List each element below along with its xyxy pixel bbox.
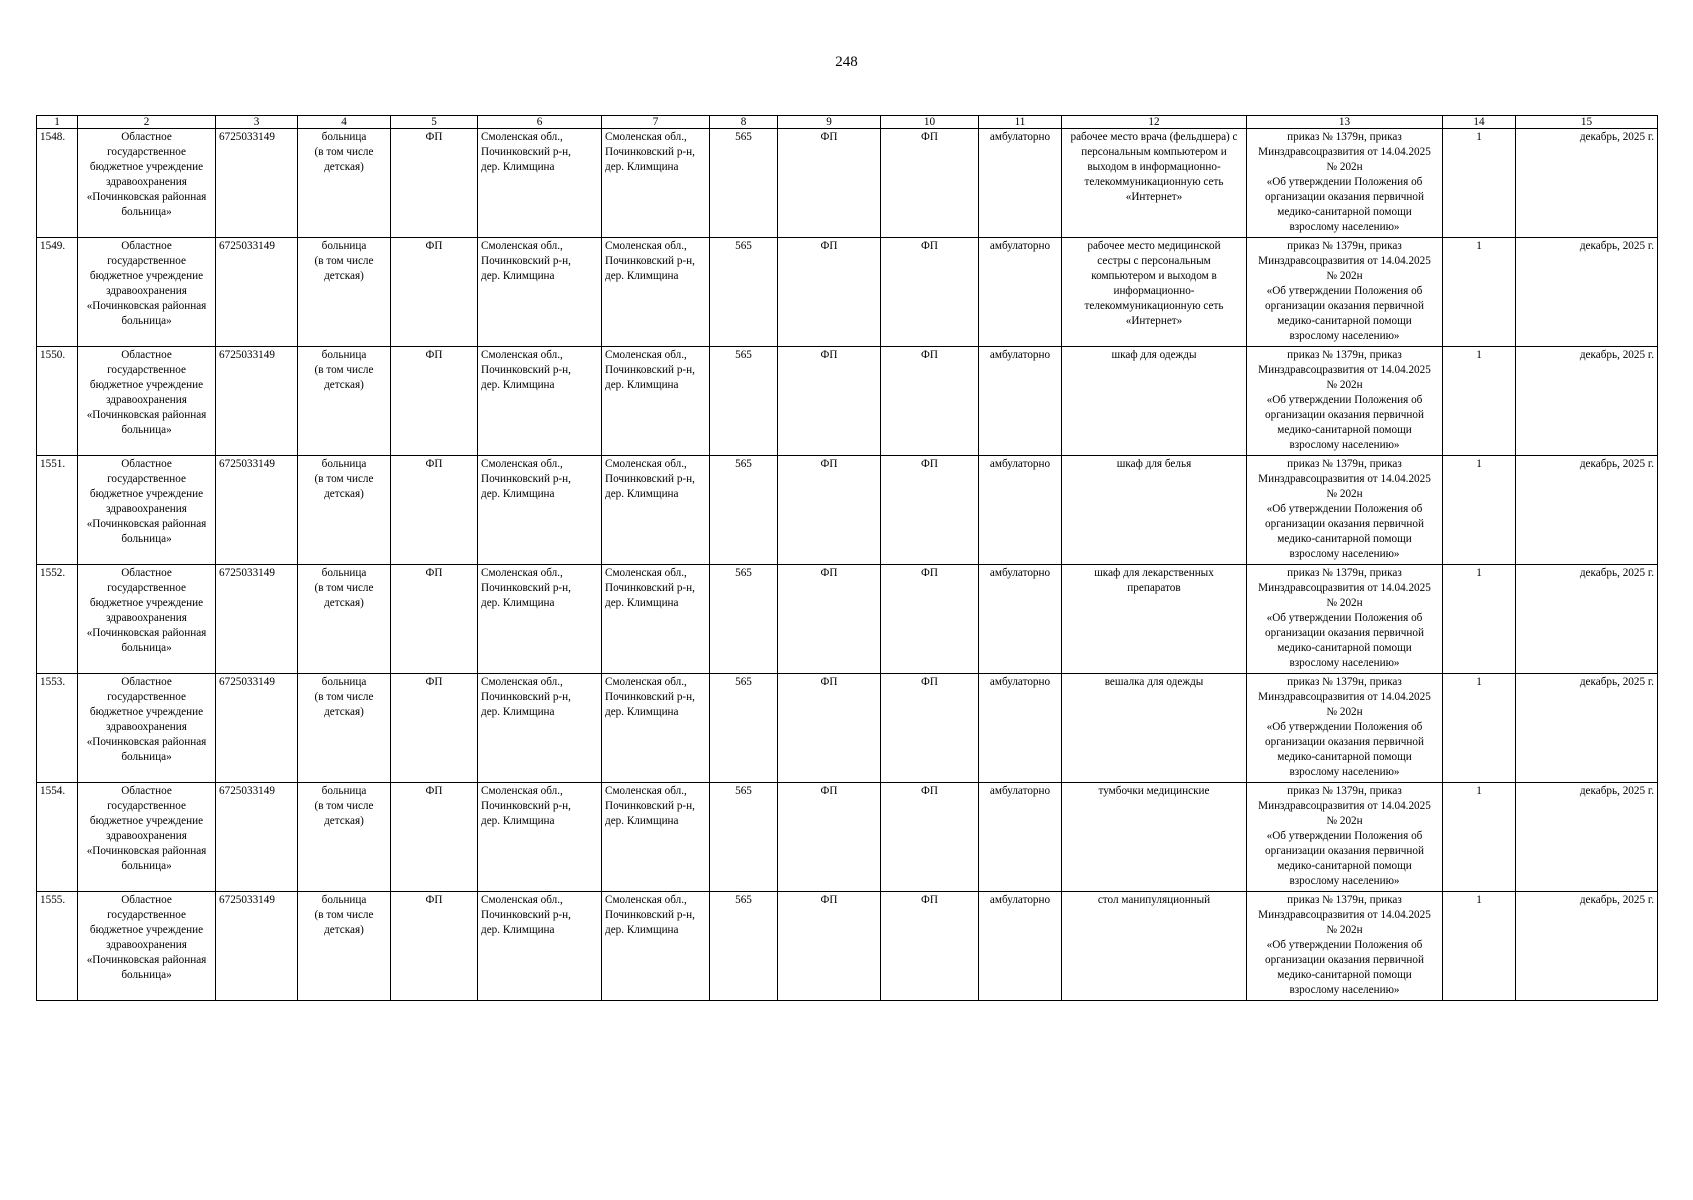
code-cell: 565 bbox=[710, 674, 778, 783]
column-header: 8 bbox=[710, 116, 778, 129]
row-number-cell: 1554. bbox=[37, 783, 78, 892]
equipment-cell: шкаф для одежды bbox=[1062, 347, 1247, 456]
column-header: 5 bbox=[391, 116, 478, 129]
column-header: 11 bbox=[979, 116, 1062, 129]
order-cell: приказ № 1379н, приказ Минздравсоцразвития от 14.04.2025 № 202н «Об утверждении Положения об организации оказания первичной медико-санитарной помощи взрослому населению» bbox=[1247, 783, 1443, 892]
organization-cell: Областное государственное бюджетное учреждение здравоохранения «Починковская районная больница» bbox=[78, 129, 216, 238]
unit-cell: ФП bbox=[391, 238, 478, 347]
equipment-cell: шкаф для белья bbox=[1062, 456, 1247, 565]
table-row bbox=[37, 347, 1658, 456]
row-number-cell: 1553. bbox=[37, 674, 78, 783]
order-cell: приказ № 1379н, приказ Минздравсоцразвития от 14.04.2025 № 202н «Об утверждении Положения об организации оказания первичной медико-санитарной помощи взрослому населению» bbox=[1247, 565, 1443, 674]
quantity-cell: 1 bbox=[1443, 129, 1516, 238]
care-mode-cell: амбулаторно bbox=[979, 347, 1062, 456]
order-cell: приказ № 1379н, приказ Минздравсоцразвития от 14.04.2025 № 202н «Об утверждении Положения об организации оказания первичной медико-санитарной помощи взрослому населению» bbox=[1247, 674, 1443, 783]
column-header: 6 bbox=[478, 116, 602, 129]
order-cell: приказ № 1379н, приказ Минздравсоцразвития от 14.04.2025 № 202н «Об утверждении Положения об организации оказания первичной медико-санитарной помощи взрослому населению» bbox=[1247, 456, 1443, 565]
col10-cell: ФП bbox=[881, 238, 979, 347]
quantity-cell: 1 bbox=[1443, 456, 1516, 565]
col9-cell: ФП bbox=[778, 674, 881, 783]
column-header: 9 bbox=[778, 116, 881, 129]
unit-cell: ФП bbox=[391, 347, 478, 456]
quantity-cell: 1 bbox=[1443, 565, 1516, 674]
date-cell: декабрь, 2025 г. bbox=[1516, 565, 1658, 674]
address-cell: Смоленская обл., Починковский р-н, дер. Климщина bbox=[478, 892, 602, 1001]
address-cell: Смоленская обл., Починковский р-н, дер. Климщина bbox=[478, 238, 602, 347]
address-cell: Смоленская обл., Починковский р-н, дер. Климщина bbox=[478, 783, 602, 892]
col9-cell: ФП bbox=[778, 892, 881, 1001]
date-cell: декабрь, 2025 г. bbox=[1516, 347, 1658, 456]
facility-type-cell: больница (в том числе детская) bbox=[298, 129, 391, 238]
unit-cell: ФП bbox=[391, 129, 478, 238]
row-number-cell: 1548. bbox=[37, 129, 78, 238]
row-number-cell: 1555. bbox=[37, 892, 78, 1001]
facility-type-cell: больница (в том числе детская) bbox=[298, 783, 391, 892]
table-row bbox=[37, 674, 1658, 783]
row-number-cell: 1552. bbox=[37, 565, 78, 674]
unit-cell: ФП bbox=[391, 783, 478, 892]
column-header: 2 bbox=[78, 116, 216, 129]
care-mode-cell: амбулаторно bbox=[979, 238, 1062, 347]
care-mode-cell: амбулаторно bbox=[979, 674, 1062, 783]
col10-cell: ФП bbox=[881, 565, 979, 674]
date-cell: декабрь, 2025 г. bbox=[1516, 783, 1658, 892]
facility-type-cell: больница (в том числе детская) bbox=[298, 892, 391, 1001]
column-number-row bbox=[37, 116, 1658, 129]
organization-cell: Областное государственное бюджетное учреждение здравоохранения «Починковская районная больница» bbox=[78, 456, 216, 565]
equipment-cell: шкаф для лекарственных препаратов bbox=[1062, 565, 1247, 674]
quantity-cell: 1 bbox=[1443, 238, 1516, 347]
table-row bbox=[37, 892, 1658, 1001]
location-cell: Смоленская обл., Починковский р-н, дер. Климщина bbox=[602, 783, 710, 892]
inn-cell: 6725033149 bbox=[216, 783, 298, 892]
quantity-cell: 1 bbox=[1443, 892, 1516, 1001]
code-cell: 565 bbox=[710, 238, 778, 347]
unit-cell: ФП bbox=[391, 565, 478, 674]
order-cell: приказ № 1379н, приказ Минздравсоцразвития от 14.04.2025 № 202н «Об утверждении Положения об организации оказания первичной медико-санитарной помощи взрослому населению» bbox=[1247, 129, 1443, 238]
code-cell: 565 bbox=[710, 456, 778, 565]
care-mode-cell: амбулаторно bbox=[979, 129, 1062, 238]
equipment-cell: рабочее место врача (фельдшера) с персональным компьютером и выходом в информационно- телекоммуникационную сеть «Интернет» bbox=[1062, 129, 1247, 238]
unit-cell: ФП bbox=[391, 892, 478, 1001]
address-cell: Смоленская обл., Починковский р-н, дер. Климщина bbox=[478, 674, 602, 783]
equipment-cell: рабочее место медицинской сестры с персональным компьютером и выходом в информационно- телекоммуникационную сеть «Интернет» bbox=[1062, 238, 1247, 347]
organization-cell: Областное государственное бюджетное учреждение здравоохранения «Починковская районная больница» bbox=[78, 674, 216, 783]
col10-cell: ФП bbox=[881, 674, 979, 783]
col9-cell: ФП bbox=[778, 238, 881, 347]
address-cell: Смоленская обл., Починковский р-н, дер. Климщина bbox=[478, 347, 602, 456]
row-number-cell: 1551. bbox=[37, 456, 78, 565]
code-cell: 565 bbox=[710, 129, 778, 238]
code-cell: 565 bbox=[710, 347, 778, 456]
date-cell: декабрь, 2025 г. bbox=[1516, 129, 1658, 238]
date-cell: декабрь, 2025 г. bbox=[1516, 674, 1658, 783]
column-header: 1 bbox=[37, 116, 78, 129]
location-cell: Смоленская обл., Починковский р-н, дер. Климщина bbox=[602, 674, 710, 783]
facility-type-cell: больница (в том числе детская) bbox=[298, 456, 391, 565]
address-cell: Смоленская обл., Починковский р-н, дер. Климщина bbox=[478, 456, 602, 565]
col10-cell: ФП bbox=[881, 129, 979, 238]
location-cell: Смоленская обл., Починковский р-н, дер. Климщина bbox=[602, 892, 710, 1001]
location-cell: Смоленская обл., Починковский р-н, дер. Климщина bbox=[602, 347, 710, 456]
column-header: 10 bbox=[881, 116, 979, 129]
inn-cell: 6725033149 bbox=[216, 892, 298, 1001]
col9-cell: ФП bbox=[778, 783, 881, 892]
equipment-table bbox=[36, 115, 1658, 1001]
table-row bbox=[37, 238, 1658, 347]
table-row bbox=[37, 565, 1658, 674]
organization-cell: Областное государственное бюджетное учреждение здравоохранения «Починковская районная больница» bbox=[78, 347, 216, 456]
care-mode-cell: амбулаторно bbox=[979, 565, 1062, 674]
column-header: 3 bbox=[216, 116, 298, 129]
date-cell: декабрь, 2025 г. bbox=[1516, 892, 1658, 1001]
facility-type-cell: больница (в том числе детская) bbox=[298, 238, 391, 347]
care-mode-cell: амбулаторно bbox=[979, 892, 1062, 1001]
col10-cell: ФП bbox=[881, 456, 979, 565]
column-header: 12 bbox=[1062, 116, 1247, 129]
quantity-cell: 1 bbox=[1443, 674, 1516, 783]
date-cell: декабрь, 2025 г. bbox=[1516, 238, 1658, 347]
care-mode-cell: амбулаторно bbox=[979, 456, 1062, 565]
column-header: 15 bbox=[1516, 116, 1658, 129]
col9-cell: ФП bbox=[778, 347, 881, 456]
facility-type-cell: больница (в том числе детская) bbox=[298, 347, 391, 456]
col10-cell: ФП bbox=[881, 892, 979, 1001]
facility-type-cell: больница (в том числе детская) bbox=[298, 565, 391, 674]
address-cell: Смоленская обл., Починковский р-н, дер. Климщина bbox=[478, 565, 602, 674]
col10-cell: ФП bbox=[881, 347, 979, 456]
inn-cell: 6725033149 bbox=[216, 674, 298, 783]
facility-type-cell: больница (в том числе детская) bbox=[298, 674, 391, 783]
inn-cell: 6725033149 bbox=[216, 347, 298, 456]
order-cell: приказ № 1379н, приказ Минздравсоцразвития от 14.04.2025 № 202н «Об утверждении Положения об организации оказания первичной медико-санитарной помощи взрослому населению» bbox=[1247, 892, 1443, 1001]
care-mode-cell: амбулаторно bbox=[979, 783, 1062, 892]
code-cell: 565 bbox=[710, 783, 778, 892]
inn-cell: 6725033149 bbox=[216, 565, 298, 674]
table-row bbox=[37, 783, 1658, 892]
col10-cell: ФП bbox=[881, 783, 979, 892]
address-cell: Смоленская обл., Починковский р-н, дер. Климщина bbox=[478, 129, 602, 238]
column-header: 13 bbox=[1247, 116, 1443, 129]
row-number-cell: 1550. bbox=[37, 347, 78, 456]
organization-cell: Областное государственное бюджетное учреждение здравоохранения «Починковская районная больница» bbox=[78, 892, 216, 1001]
table-body bbox=[37, 129, 1658, 1001]
location-cell: Смоленская обл., Починковский р-н, дер. Климщина bbox=[602, 238, 710, 347]
location-cell: Смоленская обл., Починковский р-н, дер. Климщина bbox=[602, 129, 710, 238]
equipment-cell: тумбочки медицинские bbox=[1062, 783, 1247, 892]
quantity-cell: 1 bbox=[1443, 347, 1516, 456]
code-cell: 565 bbox=[710, 892, 778, 1001]
quantity-cell: 1 bbox=[1443, 783, 1516, 892]
column-header: 4 bbox=[298, 116, 391, 129]
table-row bbox=[37, 456, 1658, 565]
equipment-cell: стол манипуляционный bbox=[1062, 892, 1247, 1001]
organization-cell: Областное государственное бюджетное учреждение здравоохранения «Починковская районная больница» bbox=[78, 783, 216, 892]
inn-cell: 6725033149 bbox=[216, 129, 298, 238]
row-number-cell: 1549. bbox=[37, 238, 78, 347]
column-header: 14 bbox=[1443, 116, 1516, 129]
col9-cell: ФП bbox=[778, 129, 881, 238]
organization-cell: Областное государственное бюджетное учреждение здравоохранения «Починковская районная больница» bbox=[78, 565, 216, 674]
order-cell: приказ № 1379н, приказ Минздравсоцразвития от 14.04.2025 № 202н «Об утверждении Положения об организации оказания первичной медико-санитарной помощи взрослому населению» bbox=[1247, 347, 1443, 456]
unit-cell: ФП bbox=[391, 456, 478, 565]
organization-cell: Областное государственное бюджетное учреждение здравоохранения «Починковская районная больница» bbox=[78, 238, 216, 347]
code-cell: 565 bbox=[710, 565, 778, 674]
date-cell: декабрь, 2025 г. bbox=[1516, 456, 1658, 565]
inn-cell: 6725033149 bbox=[216, 456, 298, 565]
page-number: 248 bbox=[835, 54, 858, 70]
inn-cell: 6725033149 bbox=[216, 238, 298, 347]
column-header: 7 bbox=[602, 116, 710, 129]
location-cell: Смоленская обл., Починковский р-н, дер. Климщина bbox=[602, 565, 710, 674]
order-cell: приказ № 1379н, приказ Минздравсоцразвития от 14.04.2025 № 202н «Об утверждении Положения об организации оказания первичной медико-санитарной помощи взрослому населению» bbox=[1247, 238, 1443, 347]
col9-cell: ФП bbox=[778, 456, 881, 565]
equipment-cell: вешалка для одежды bbox=[1062, 674, 1247, 783]
location-cell: Смоленская обл., Починковский р-н, дер. Климщина bbox=[602, 456, 710, 565]
table-row bbox=[37, 129, 1658, 238]
col9-cell: ФП bbox=[778, 565, 881, 674]
unit-cell: ФП bbox=[391, 674, 478, 783]
